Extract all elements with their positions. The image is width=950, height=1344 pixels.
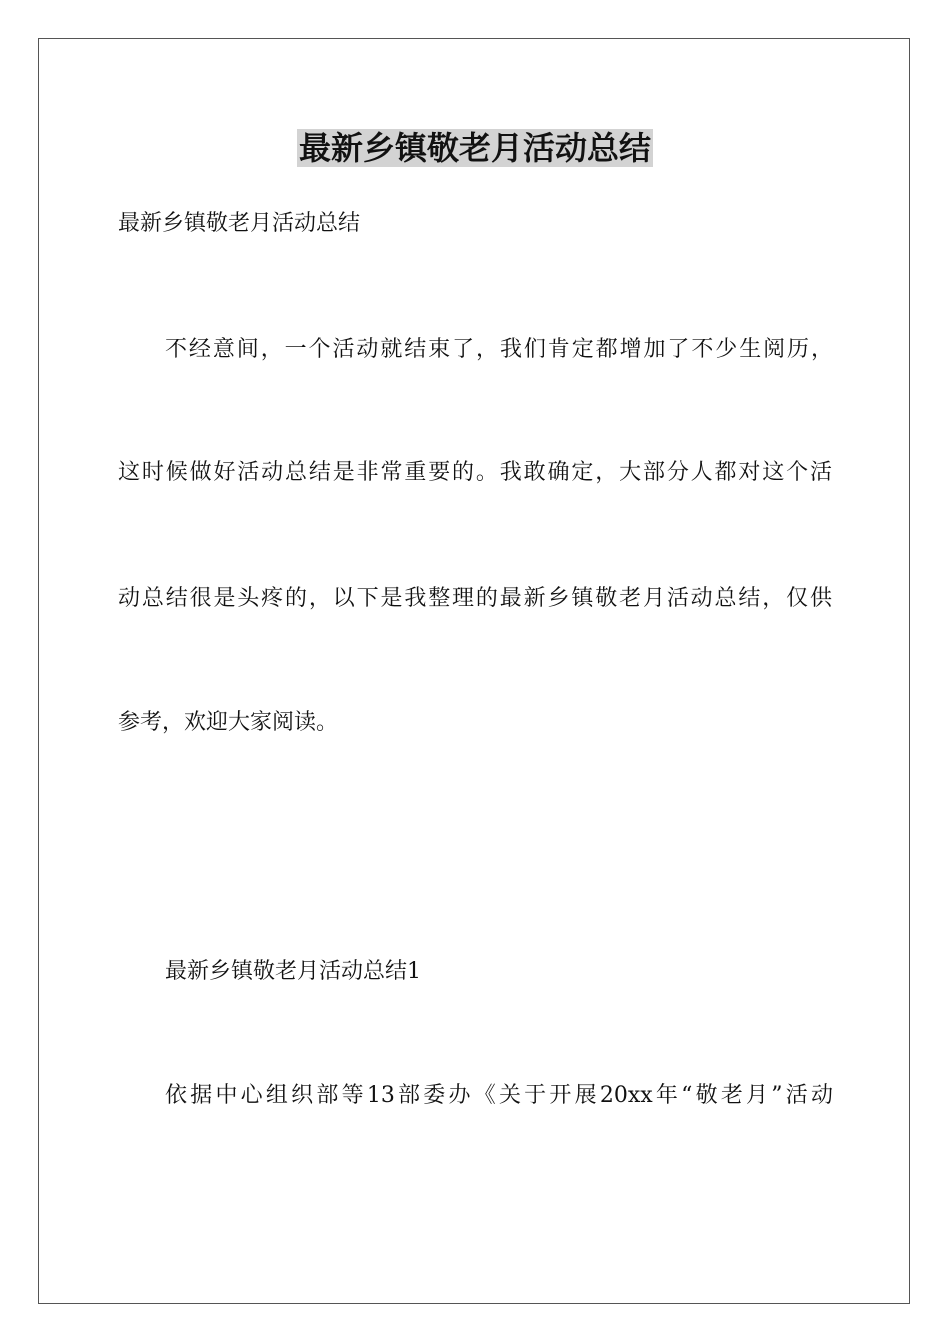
document-title-text: 最新乡镇敬老月活动总结 <box>298 129 651 167</box>
intro-paragraph-line-2: 这时候做好活动总结是非常重要的。我敢确定，大部分人都对这个活 <box>118 460 832 485</box>
document-subtitle: 最新乡镇敬老月活动总结 <box>118 211 361 236</box>
section-paragraph-line-1: 依据中心组织部等13部委办《关于开展20xx年“敬老月”活动 <box>165 1083 833 1108</box>
intro-paragraph-line-1: 不经意间，一个活动就结束了，我们肯定都增加了不少生阅历， <box>165 337 833 362</box>
document-title <box>0 126 950 170</box>
intro-paragraph-line-3: 动总结很是头疼的，以下是我整理的最新乡镇敬老月活动总结，仅供 <box>118 586 832 611</box>
section-heading: 最新乡镇敬老月活动总结1 <box>165 959 421 984</box>
intro-paragraph-line-4: 参考，欢迎大家阅读。 <box>118 710 339 735</box>
